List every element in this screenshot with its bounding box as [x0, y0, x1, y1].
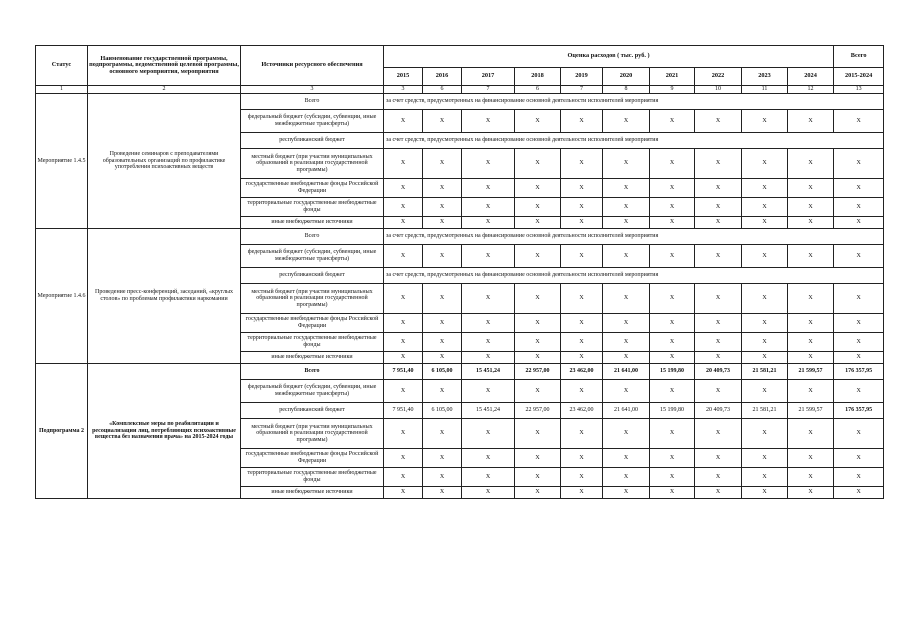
- x-cell: X: [650, 314, 695, 333]
- header-year: 2023: [742, 68, 788, 86]
- x-cell: X: [834, 333, 884, 352]
- x-cell: X: [650, 333, 695, 352]
- x-cell: X: [423, 419, 462, 449]
- x-cell: X: [603, 179, 650, 198]
- value-cell: 7 951,40: [384, 364, 423, 380]
- value-cell: 15 451,24: [462, 364, 515, 380]
- column-number: 13: [834, 86, 884, 94]
- x-cell: X: [742, 468, 788, 487]
- x-cell: X: [515, 333, 561, 352]
- x-cell: X: [834, 468, 884, 487]
- x-cell: X: [742, 314, 788, 333]
- x-cell: X: [423, 314, 462, 333]
- x-cell: X: [742, 110, 788, 133]
- header-year: 2016: [423, 68, 462, 86]
- value-cell: 20 409,73: [695, 403, 742, 419]
- x-cell: X: [603, 245, 650, 268]
- x-cell: X: [561, 149, 603, 179]
- block-status: Мероприятие 1.4.5: [36, 94, 88, 229]
- x-cell: X: [384, 468, 423, 487]
- x-cell: X: [423, 149, 462, 179]
- x-cell: X: [384, 149, 423, 179]
- x-cell: X: [788, 487, 834, 499]
- x-cell: X: [384, 284, 423, 314]
- x-cell: X: [603, 352, 650, 364]
- value-cell: 22 957,00: [515, 403, 561, 419]
- x-cell: X: [515, 352, 561, 364]
- x-cell: X: [462, 333, 515, 352]
- source-label: территориальные государственные внебюджетные фонды: [241, 468, 384, 487]
- column-number: 3: [241, 86, 384, 94]
- x-cell: X: [695, 110, 742, 133]
- header-year: 2024: [788, 68, 834, 86]
- x-cell: X: [650, 352, 695, 364]
- x-cell: X: [695, 179, 742, 198]
- value-cell: 23 462,00: [561, 403, 603, 419]
- x-cell: X: [834, 449, 884, 468]
- x-cell: X: [515, 468, 561, 487]
- x-cell: X: [462, 284, 515, 314]
- x-cell: X: [384, 179, 423, 198]
- column-number: 7: [462, 86, 515, 94]
- x-cell: X: [788, 217, 834, 229]
- x-cell: X: [650, 179, 695, 198]
- x-cell: X: [603, 487, 650, 499]
- header-estimate: Оценка расходов ( тыс. руб. ): [384, 46, 834, 68]
- column-number: 10: [695, 86, 742, 94]
- x-cell: X: [384, 419, 423, 449]
- x-cell: X: [695, 380, 742, 403]
- x-cell: X: [515, 449, 561, 468]
- column-number: 2: [88, 86, 241, 94]
- x-cell: X: [834, 110, 884, 133]
- funding-note: за счет средств, предусмотренных на финансирование основной деятельности исполнителей мероприятия: [384, 229, 884, 245]
- header-year: 2017: [462, 68, 515, 86]
- x-cell: X: [384, 333, 423, 352]
- value-cell: 21 581,21: [742, 364, 788, 380]
- x-cell: X: [650, 380, 695, 403]
- x-cell: X: [603, 314, 650, 333]
- value-cell: 21 641,00: [603, 364, 650, 380]
- column-number: 6: [515, 86, 561, 94]
- funding-note: за счет средств, предусмотренных на финансирование основной деятельности исполнителей мероприятия: [384, 94, 884, 110]
- x-cell: X: [603, 284, 650, 314]
- x-cell: X: [695, 314, 742, 333]
- x-cell: X: [561, 179, 603, 198]
- column-number: 3: [384, 86, 423, 94]
- header-year: 2022: [695, 68, 742, 86]
- x-cell: X: [834, 217, 884, 229]
- x-cell: X: [695, 487, 742, 499]
- x-cell: X: [695, 245, 742, 268]
- header-status: Статус: [36, 46, 88, 86]
- x-cell: X: [561, 419, 603, 449]
- value-cell: 21 599,57: [788, 403, 834, 419]
- x-cell: X: [515, 110, 561, 133]
- x-cell: X: [515, 179, 561, 198]
- x-cell: X: [834, 179, 884, 198]
- x-cell: X: [834, 245, 884, 268]
- x-cell: X: [462, 468, 515, 487]
- x-cell: X: [650, 198, 695, 217]
- x-cell: X: [650, 449, 695, 468]
- x-cell: X: [384, 449, 423, 468]
- x-cell: X: [462, 487, 515, 499]
- table-row: [36, 229, 884, 245]
- value-cell: 15 199,80: [650, 364, 695, 380]
- x-cell: X: [423, 217, 462, 229]
- value-cell: 15 451,24: [462, 403, 515, 419]
- column-number: 9: [650, 86, 695, 94]
- x-cell: X: [788, 449, 834, 468]
- x-cell: X: [788, 149, 834, 179]
- table-row: [36, 94, 884, 110]
- x-cell: X: [423, 333, 462, 352]
- block-name: «Комплексные меры по реабилитации и ресоциализации лиц, потребляющих психоактивные вещества без назначения врача» на 2015-2024 годы: [88, 364, 241, 499]
- header-name: Наименование государственной программы, подпрограммы, ведомственной целевой программы, основного мероприятия, мероприятия: [88, 46, 241, 86]
- source-label: иные внебюджетные источники: [241, 487, 384, 499]
- source-label: Всего: [241, 229, 384, 245]
- x-cell: X: [788, 352, 834, 364]
- x-cell: X: [561, 333, 603, 352]
- x-cell: X: [423, 380, 462, 403]
- x-cell: X: [515, 487, 561, 499]
- x-cell: X: [561, 198, 603, 217]
- x-cell: X: [742, 179, 788, 198]
- x-cell: X: [742, 245, 788, 268]
- x-cell: X: [561, 449, 603, 468]
- x-cell: X: [384, 314, 423, 333]
- x-cell: X: [834, 380, 884, 403]
- x-cell: X: [384, 198, 423, 217]
- header-year: 2020: [603, 68, 650, 86]
- value-cell: 21 599,57: [788, 364, 834, 380]
- x-cell: X: [515, 198, 561, 217]
- source-label: государственные внебюджетные фонды Российской Федерации: [241, 179, 384, 198]
- column-number: 7: [561, 86, 603, 94]
- value-cell: 6 105,00: [423, 364, 462, 380]
- x-cell: X: [788, 380, 834, 403]
- source-label: местный бюджет (при участии муниципальных образований в реализации государственной программы): [241, 419, 384, 449]
- x-cell: X: [515, 419, 561, 449]
- x-cell: X: [462, 245, 515, 268]
- source-label: иные внебюджетные источники: [241, 352, 384, 364]
- x-cell: X: [423, 352, 462, 364]
- source-label: территориальные государственные внебюджетные фонды: [241, 198, 384, 217]
- x-cell: X: [788, 179, 834, 198]
- source-label: территориальные государственные внебюджетные фонды: [241, 333, 384, 352]
- value-cell: 7 951,40: [384, 403, 423, 419]
- x-cell: X: [695, 284, 742, 314]
- x-cell: X: [423, 284, 462, 314]
- header-source: Источники ресурсного обеспечения: [241, 46, 384, 86]
- x-cell: X: [695, 333, 742, 352]
- block-status: Подпрограмма 2: [36, 364, 88, 499]
- x-cell: X: [834, 487, 884, 499]
- source-label: республиканский бюджет: [241, 268, 384, 284]
- x-cell: X: [462, 217, 515, 229]
- x-cell: X: [650, 245, 695, 268]
- x-cell: X: [462, 179, 515, 198]
- x-cell: X: [462, 419, 515, 449]
- x-cell: X: [650, 468, 695, 487]
- x-cell: X: [561, 284, 603, 314]
- x-cell: X: [384, 380, 423, 403]
- x-cell: X: [742, 333, 788, 352]
- x-cell: X: [561, 380, 603, 403]
- source-label: государственные внебюджетные фонды Российской Федерации: [241, 449, 384, 468]
- source-label: федеральный бюджет (субсидии, субвенции, иные межбюджетные трансферты): [241, 110, 384, 133]
- source-label: иные внебюджетные источники: [241, 217, 384, 229]
- x-cell: X: [788, 198, 834, 217]
- funding-note: за счет средств, предусмотренных на финансирование основной деятельности исполнителей мероприятия: [384, 268, 884, 284]
- x-cell: X: [423, 179, 462, 198]
- source-label: Всего: [241, 364, 384, 380]
- x-cell: X: [603, 149, 650, 179]
- x-cell: X: [650, 217, 695, 229]
- x-cell: X: [788, 333, 834, 352]
- x-cell: X: [515, 380, 561, 403]
- x-cell: X: [462, 110, 515, 133]
- x-cell: X: [515, 245, 561, 268]
- x-cell: X: [561, 314, 603, 333]
- x-cell: X: [834, 149, 884, 179]
- x-cell: X: [834, 198, 884, 217]
- x-cell: X: [742, 352, 788, 364]
- x-cell: X: [384, 487, 423, 499]
- budget-table: [35, 45, 884, 499]
- x-cell: X: [561, 487, 603, 499]
- header-total: Всего: [834, 46, 884, 68]
- header-year: 2019: [561, 68, 603, 86]
- funding-note: за счет средств, предусмотренных на финансирование основной деятельности исполнителей мероприятия: [384, 133, 884, 149]
- x-cell: X: [603, 468, 650, 487]
- x-cell: X: [423, 468, 462, 487]
- x-cell: X: [695, 468, 742, 487]
- source-label: местный бюджет (при участии муниципальных образований в реализации государственной программы): [241, 149, 384, 179]
- x-cell: X: [603, 449, 650, 468]
- header-total-range: 2015-2024: [834, 68, 884, 86]
- x-cell: X: [515, 149, 561, 179]
- x-cell: X: [603, 380, 650, 403]
- x-cell: X: [650, 149, 695, 179]
- x-cell: X: [788, 245, 834, 268]
- x-cell: X: [788, 284, 834, 314]
- block-status: Мероприятие 1.4.6: [36, 229, 88, 364]
- sum-cell: 176 357,95: [834, 364, 884, 380]
- x-cell: X: [423, 449, 462, 468]
- x-cell: X: [742, 380, 788, 403]
- x-cell: X: [788, 110, 834, 133]
- x-cell: X: [650, 110, 695, 133]
- source-label: Всего: [241, 94, 384, 110]
- x-cell: X: [695, 149, 742, 179]
- x-cell: X: [788, 468, 834, 487]
- value-cell: 21 641,00: [603, 403, 650, 419]
- x-cell: X: [603, 110, 650, 133]
- x-cell: X: [384, 352, 423, 364]
- source-label: республиканский бюджет: [241, 133, 384, 149]
- x-cell: X: [834, 314, 884, 333]
- source-label: федеральный бюджет (субсидии, субвенции, иные межбюджетные трансферты): [241, 380, 384, 403]
- source-label: федеральный бюджет (субсидии, субвенции, иные межбюджетные трансферты): [241, 245, 384, 268]
- value-cell: 22 957,00: [515, 364, 561, 380]
- value-cell: 6 105,00: [423, 403, 462, 419]
- x-cell: X: [561, 110, 603, 133]
- x-cell: X: [742, 149, 788, 179]
- x-cell: X: [742, 419, 788, 449]
- x-cell: X: [515, 217, 561, 229]
- x-cell: X: [603, 419, 650, 449]
- x-cell: X: [742, 487, 788, 499]
- x-cell: X: [788, 314, 834, 333]
- x-cell: X: [742, 449, 788, 468]
- column-number: 6: [423, 86, 462, 94]
- table-row: [36, 364, 884, 380]
- x-cell: X: [384, 217, 423, 229]
- x-cell: X: [515, 314, 561, 333]
- x-cell: X: [561, 352, 603, 364]
- x-cell: X: [423, 487, 462, 499]
- column-number: 1: [36, 86, 88, 94]
- x-cell: X: [695, 449, 742, 468]
- x-cell: X: [742, 198, 788, 217]
- x-cell: X: [603, 333, 650, 352]
- x-cell: X: [462, 449, 515, 468]
- x-cell: X: [742, 284, 788, 314]
- x-cell: X: [603, 217, 650, 229]
- x-cell: X: [384, 245, 423, 268]
- source-label: республиканский бюджет: [241, 403, 384, 419]
- x-cell: X: [462, 314, 515, 333]
- x-cell: X: [834, 284, 884, 314]
- header-year: 2018: [515, 68, 561, 86]
- value-cell: 20 409,73: [695, 364, 742, 380]
- sum-cell: 176 357,95: [834, 403, 884, 419]
- x-cell: X: [834, 352, 884, 364]
- column-number: 12: [788, 86, 834, 94]
- x-cell: X: [423, 198, 462, 217]
- header-year: 2021: [650, 68, 695, 86]
- x-cell: X: [462, 149, 515, 179]
- x-cell: X: [742, 217, 788, 229]
- x-cell: X: [384, 110, 423, 133]
- x-cell: X: [561, 468, 603, 487]
- x-cell: X: [834, 419, 884, 449]
- x-cell: X: [650, 419, 695, 449]
- x-cell: X: [603, 198, 650, 217]
- x-cell: X: [561, 245, 603, 268]
- x-cell: X: [462, 352, 515, 364]
- value-cell: 23 462,00: [561, 364, 603, 380]
- source-label: государственные внебюджетные фонды Российской Федерации: [241, 314, 384, 333]
- x-cell: X: [423, 245, 462, 268]
- source-label: местный бюджет (при участии муниципальных образований в реализации государственной программы): [241, 284, 384, 314]
- x-cell: X: [462, 198, 515, 217]
- x-cell: X: [650, 487, 695, 499]
- block-name: Проведение семинаров с преподавателями образовательных организаций по профилактике употребления психоактивных веществ: [88, 94, 241, 229]
- column-number: 8: [603, 86, 650, 94]
- block-name: Проведение пресс-конференций, заседаний, «круглых столов» по проблемам профилактики наркомании: [88, 229, 241, 364]
- x-cell: X: [695, 352, 742, 364]
- value-cell: 15 199,80: [650, 403, 695, 419]
- x-cell: X: [650, 284, 695, 314]
- x-cell: X: [515, 284, 561, 314]
- x-cell: X: [788, 419, 834, 449]
- x-cell: X: [423, 110, 462, 133]
- header-year: 2015: [384, 68, 423, 86]
- x-cell: X: [561, 217, 603, 229]
- x-cell: X: [695, 419, 742, 449]
- x-cell: X: [695, 198, 742, 217]
- x-cell: X: [695, 217, 742, 229]
- value-cell: 21 581,21: [742, 403, 788, 419]
- x-cell: X: [462, 380, 515, 403]
- column-number: 11: [742, 86, 788, 94]
- budget-table-page: [35, 45, 883, 499]
